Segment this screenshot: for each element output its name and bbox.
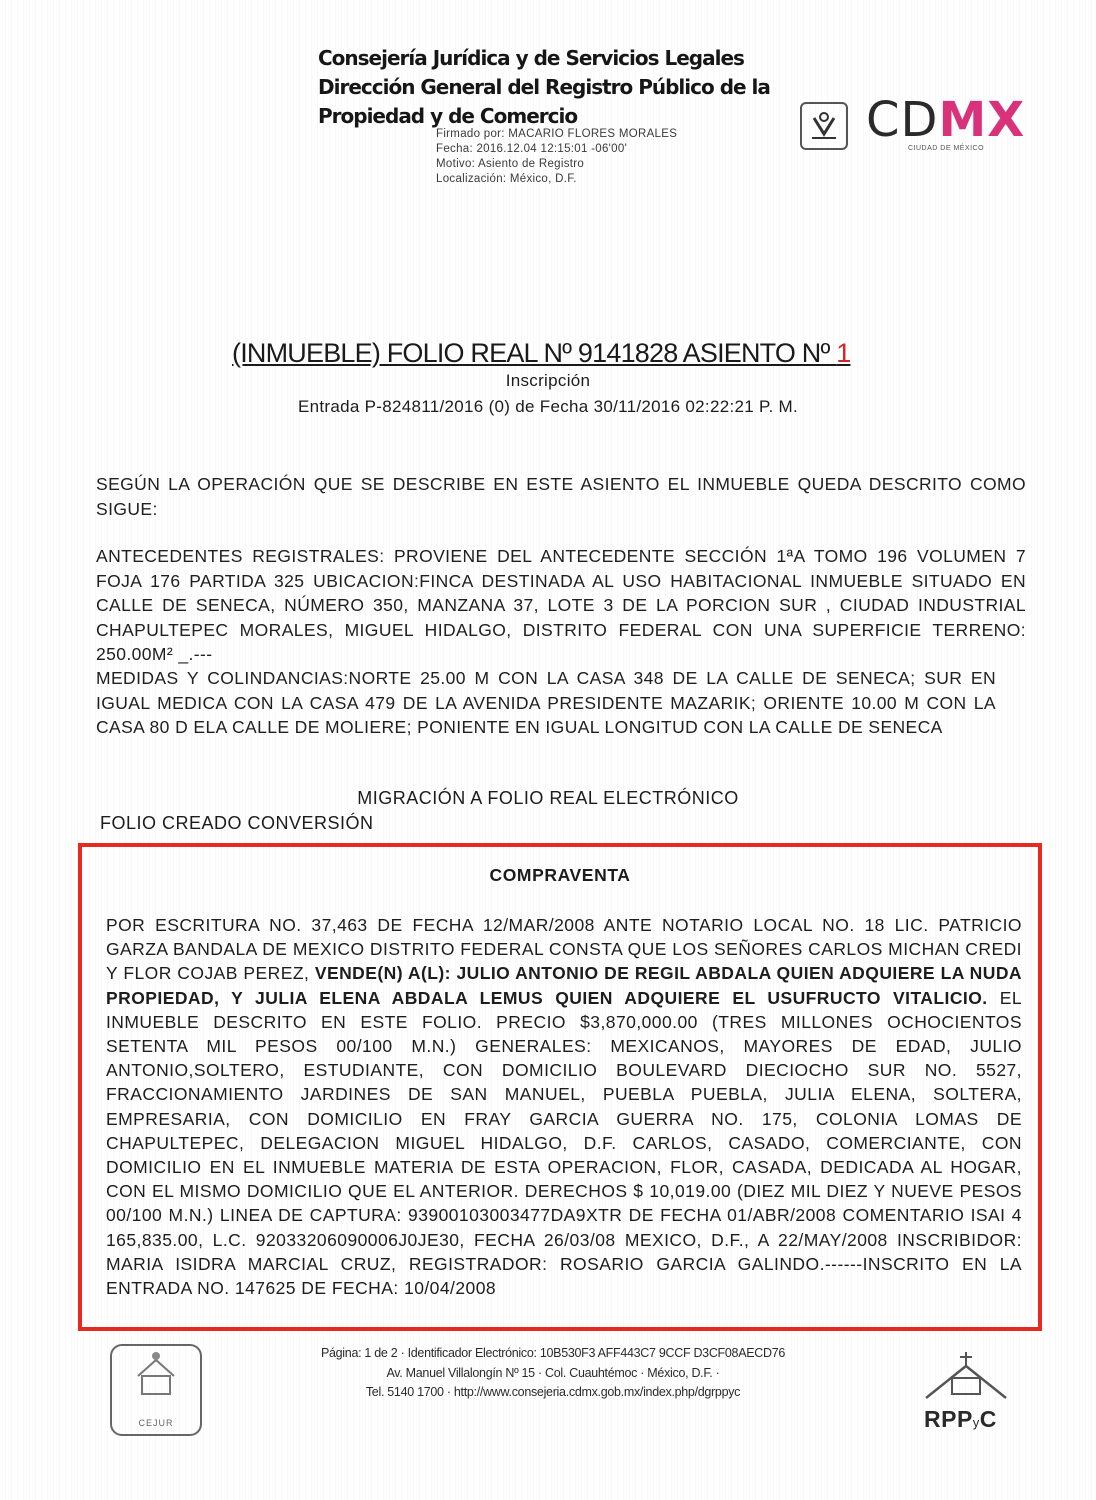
footer-contact-link[interactable]: Tel. 5140 1700 · http://www.consejeria.cdmx.gob.mx/index.php/dgrppyc	[365, 1385, 741, 1399]
institution-line-1: Consejería Jurídica y de Servicios Legales	[318, 46, 744, 70]
folio-creado-line: FOLIO CREADO CONVERSIÓN	[100, 813, 374, 833]
rppyc-end: C	[979, 1406, 997, 1432]
intro-paragraph: SEGÚN LA OPERACIÓN QUE SE DESCRIBE EN ESTE ASIENTO EL INMUEBLE QUEDA DESCRITO COMO SIGUE:	[96, 474, 1026, 519]
institution-line-3: Propiedad y de Comercio	[318, 104, 578, 128]
signature-reason: Motivo: Asiento de Registro	[436, 158, 585, 170]
footer-address: Av. Manuel Villalongín Nº 15 · Col. Cuauhtémoc · México, D.F. ·	[386, 1365, 720, 1380]
logo-cd: CD	[866, 92, 939, 148]
cejur-emblem-icon	[112, 1346, 200, 1406]
city-seal-icon	[800, 102, 848, 150]
compraventa-body	[106, 913, 1022, 1300]
inscripcion-label: Inscripción	[505, 371, 591, 390]
cejur-badge	[110, 1344, 202, 1436]
institution-header	[318, 44, 798, 131]
medidas-paragraph: MEDIDAS Y COLINDANCIAS:NORTE 25.00 M CON LA CASA 348 DE LA CALLE DE SENECA; SUR EN IGUAL MEDICA CON LA CASA 479 DE LA AVENIDA PRESIDENTE MAZARIK; ORIENTE 10.00 M CON LA CASA 80 D ELA CALLE DE MOLIERE; PONIENTE EN IGUAL LONGITUD CON LA CALLE DE SENECA	[96, 668, 996, 738]
folio-title-text: (INMUEBLE) FOLIO REAL Nº 9141828 ASIENTO Nº	[232, 338, 837, 368]
digital-signature-block	[436, 127, 776, 187]
cdmx-logo	[866, 92, 1025, 148]
institution-line-2: Dirección General del Registro Público de la	[318, 75, 770, 99]
footer-page-id: Página: 1 de 2 · Identificador Electrónico: 10B530F3 AFF443C7 9CCF D3CF08AECD76	[320, 1346, 786, 1360]
signature-location: Localización: México, D.F.	[436, 173, 577, 185]
logo-subtitle: CIUDAD DE MÉXICO	[908, 145, 985, 152]
asiento-number: 1	[836, 338, 851, 368]
rppyc-main: RPP	[924, 1406, 973, 1432]
compraventa-box	[78, 843, 1042, 1331]
footer-info	[200, 1344, 906, 1403]
antecedentes-paragraph: ANTECEDENTES REGISTRALES: PROVIENE DEL ANTECEDENTE SECCIÓN 1ªA TOMO 196 VOLUMEN 7 FOJA 176 PARTIDA 325 UBICACION:FINCA DESTINADA AL USO HABITACIONAL INMUEBLE SITUADO EN CALLE DE SENECA, NÚMERO 350, MANZANA 37, LOTE 3 DE LA PORCION SUR , CIUDAD INDUSTRIAL CHAPULTEPEC MORALES, MIGUEL HIDALGO, DISTRITO FEDERAL CON UNA SUPERFICIE TERRENO: 250.00M² _.---	[96, 546, 1026, 665]
signature-signer: Firmado por: MACARIO FLORES MORALES	[436, 128, 678, 140]
rppyc-logo	[924, 1406, 997, 1433]
compraventa-text-2: EL INMUEBLE DESCRITO EN ESTE FOLIO. PRECIO $3,870,000.00 (TRES MILLONES OCHOCIENTOS SETENTA MIL PESOS 00/100 M.N.) GENERALES: MEXICANOS, MAYORES DE EDAD, JULIO ANTONIO,SOLTERO, ESTUDIANTE, CON DOMICILIO BOULEVARD DIECIOCHO SUR NO. 5527, FRACCIONAMIENTO JARDINES DE SAN MANUEL, PUEBLA PUEBLA, JULIA ELENA, SOLTERA, EMPRESARIA, CON DOMICILIO EN FRAY GARCIA GUERRA NO. 175, COLONIA LOMAS DE CHAPULTEPEC, DELEGACION MIGUEL HIDALGO, D.F. CARLOS, CASADO, COMERCIANTE, CON DOMICILIO EN EL INMUEBLE MATERIA DE ESTA OPERACION, FLOR, CASADA, DEDICADA AL HOGAR, CON EL MISMO DOMICILIO QUE EL ANTERIOR. DERECHOS $ 10,019.00 (DIEZ MIL DIEZ Y NUEVE PESOS 00/100 M.N.) LINEA DE CAPTURA: 93900103003477DA9XTR DE FECHA 01/ABR/2008 COMENTARIO ISAI 4 165,835.00, L.C. 92033206090006J0JE30, FECHA 26/03/08 MEXICO, D.F., A 22/MAY/2008 INSCRIBIDOR: MARIA ISIDRA MARCIAL CRUZ, REGISTRADOR: ROSARIO GARCIA GALINDO.------INSCRITO EN LA ENTRADA NO. 147625 DE FECHA: 10/04/2008	[106, 987, 1023, 1299]
logo-mx: MX	[938, 92, 1026, 148]
compraventa-text-1: POR ESCRITURA NO. 37,463 DE FECHA 12/MAR/2008 ANTE NOTARIO LOCAL NO. 18 LIC. PATRICIO GARZA BANDALA DE MEXICO DISTRITO FEDERAL CONSTA QUE LOS SEÑORES CARLOS MICHAN CREDI Y FLOR COJAB PEREZ,	[106, 915, 1022, 984]
entrada-line: Entrada P-824811/2016 (0) de Fecha 30/11/2016 02:22:21 P. M.	[297, 397, 799, 416]
compraventa-parties: VENDE(N) A(L): JULIO ANTONIO DE REGIL ABDALA QUIEN ADQUIERE LA NUDA PROPIEDAD, Y JULIA ELENA ABDALA LEMUS QUIEN ADQUIERE EL USUFRUCTO VITALICIO.	[106, 963, 1023, 1008]
rppyc-small: y	[972, 1415, 980, 1430]
compraventa-heading: COMPRAVENTA	[489, 865, 631, 885]
cejur-label: CEJUR	[138, 1418, 174, 1428]
folio-title	[232, 336, 932, 370]
signature-date: Fecha: 2016.12.04 12:15:01 -06'00'	[436, 143, 628, 155]
migracion-heading: MIGRACIÓN A FOLIO REAL ELECTRÓNICO	[357, 788, 739, 808]
